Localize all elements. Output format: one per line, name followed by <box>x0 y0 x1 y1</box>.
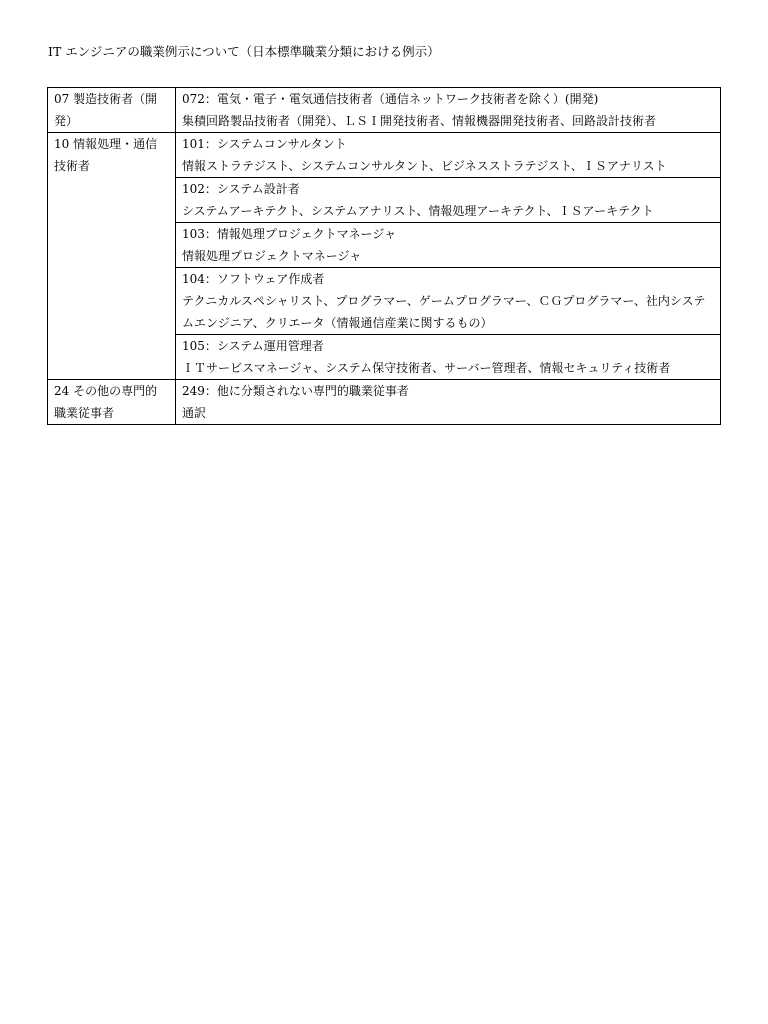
minor-category-cell <box>176 88 721 133</box>
table-row <box>48 380 721 425</box>
minor-category-cell <box>176 133 721 178</box>
minor-category-heading: 101：システムコンサルタント <box>182 137 347 151</box>
minor-category-heading: 249：他に分類されない専門的職業従事者 <box>182 384 409 398</box>
minor-category-cell <box>176 335 721 380</box>
occupation-examples: 通訳 <box>182 406 207 420</box>
minor-category-cell <box>176 178 721 223</box>
occupation-table <box>47 87 721 425</box>
major-category-cell: 10 情報処理・通信技術者 <box>48 133 176 380</box>
minor-category-cell <box>176 268 721 335</box>
table-row <box>48 88 721 133</box>
minor-category-heading: 104：ソフトウェア作成者 <box>182 272 325 286</box>
major-category-cell: 24 その他の専門的職業従事者 <box>48 380 176 425</box>
occupation-examples: 情報処理プロジェクトマネージャ <box>182 249 362 263</box>
minor-category-cell <box>176 223 721 268</box>
occupation-examples: ＩＴサービスマネージャ、システム保守技術者、サーバー管理者、情報セキュリティ技術者 <box>182 361 671 375</box>
minor-category-cell <box>176 380 721 425</box>
occupation-examples: 情報ストラテジスト、システムコンサルタント、ビジネスストラテジスト、ＩＳアナリスト <box>182 159 667 173</box>
minor-category-heading: 102：システム設計者 <box>182 182 300 196</box>
occupation-examples: 集積回路製品技術者（開発）、ＬＳＩ開発技術者、情報機器開発技術者、回路設計技術者 <box>182 114 657 128</box>
minor-category-heading: 103：情報処理プロジェクトマネージャ <box>182 227 397 241</box>
minor-category-heading: 105：システム運用管理者 <box>182 339 324 353</box>
document-title: IT エンジニアの職業例示について（日本標準職業分類における例示） <box>48 44 440 59</box>
occupation-examples: テクニカルスペシャリスト、プログラマー、ゲームプログラマー、ＣＧプログラマー、社内システムエンジニア、クリエータ（情報通信産業に関するもの） <box>182 294 706 330</box>
occupation-examples: システムアーキテクト、システムアナリスト、情報処理アーキテクト、ＩＳアーキテクト <box>182 204 654 218</box>
minor-category-heading: 072：電気・電子・電気通信技術者（通信ネットワーク技術者を除く）(開発) <box>182 92 599 106</box>
table-row <box>48 133 721 178</box>
major-category-cell: 07 製造技術者（開発） <box>48 88 176 133</box>
